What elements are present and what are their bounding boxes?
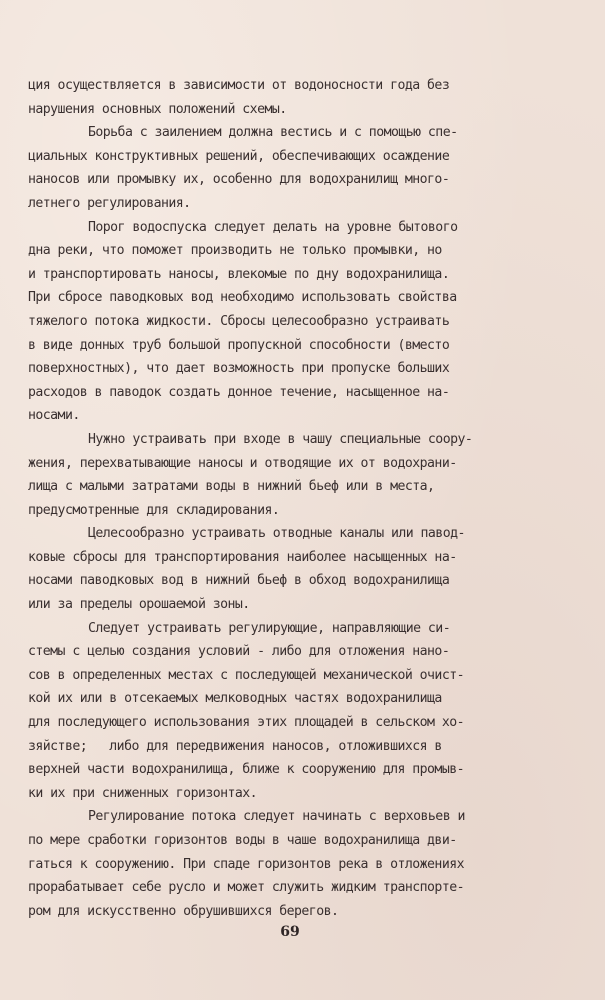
text-line: Нужно устраивать при входе в чашу специальные соору-	[88, 431, 473, 447]
text-line: ция осуществляется в зависимости от водоносности года без	[28, 78, 450, 93]
text-line: жения, перехватывающие наносы и отводящие их от водохрани-	[28, 455, 457, 471]
text-line: и транспортировать наносы, влекомые по дну водохранилища.	[28, 266, 450, 282]
text-line: или за пределы орошаемой зоны.	[28, 597, 250, 613]
text-line: Порог водоспуска следует делать на уровне бытового	[88, 219, 458, 235]
text-line: нарушения основных положений схемы.	[28, 101, 287, 117]
body-text	[28, 74, 578, 923]
text-line: Целесообразно устраивать отводные каналы или павод-	[88, 526, 465, 542]
text-line: предусмотренные для складирования.	[28, 502, 280, 518]
text-line: Борьба с заилением должна вестись и с помощью спе-	[88, 125, 458, 141]
page-number: 69	[280, 924, 300, 940]
text-line: для последующего использования этих площадей в сельском хо-	[28, 715, 464, 731]
text-line: сов в определенных местах с последующей механической очист-	[28, 667, 464, 683]
text-line: прорабатывает себе русло и может служить жидким транспорте-	[28, 880, 464, 896]
text-line: носами.	[28, 408, 80, 424]
text-line: поверхностных), что дает возможность при пропуске больших	[28, 361, 450, 377]
text-line: летнего регулирования.	[28, 195, 191, 211]
text-line: кой их или в отсекаемых мелководных частях водохранилища	[28, 691, 442, 707]
text-line: наносов или промывку их, особенно для водохранилищ много-	[28, 172, 450, 188]
text-line: ки их при сниженных горизонтах.	[28, 785, 258, 801]
text-line: верхней части водохранилища, ближе к сооружению для промыв-	[28, 762, 464, 778]
text-line: расходов в паводок создать донное течение, насыщенное на-	[28, 384, 450, 400]
text-line: ковые сбросы для транспортирования наиболее насыщенных на-	[28, 549, 457, 565]
text-line: носами паводковых вод в нижний бьеф в обход водохранилища	[28, 573, 450, 589]
text-line: гаться к сооружению. При спаде горизонтов река в отложениях	[28, 856, 464, 872]
text-line: лища с малыми затратами воды в нижний бьеф или в места,	[28, 479, 435, 495]
text-line: циальных конструктивных решений, обеспечивающих осаждение	[28, 148, 450, 164]
text-line: стемы с целью создания условий - либо для отложения нано-	[28, 644, 450, 660]
text-line: тяжелого потока жидкости. Сбросы целесообразно устраивать	[28, 313, 450, 329]
text-line: ром для искусственно обрушившихся берегов.	[28, 903, 339, 919]
text-line: по мере сработки горизонтов воды в чаше водохранилища дви-	[28, 833, 457, 848]
text-line: в виде донных труб большой пропускной способности (вместо	[28, 337, 450, 353]
text-line: Следует устраивать регулирующие, направляющие си-	[88, 620, 451, 636]
text-line: зяйстве; либо для передвижения наносов, отложившихся в	[28, 738, 442, 754]
text-line: дна реки, что поможет производить не только промывки, но	[28, 243, 442, 259]
text-line: Регулирование потока следует начинать с верховьев и	[88, 809, 465, 825]
text-line: При сбросе паводковых вод необходимо использовать свойства	[28, 290, 457, 306]
